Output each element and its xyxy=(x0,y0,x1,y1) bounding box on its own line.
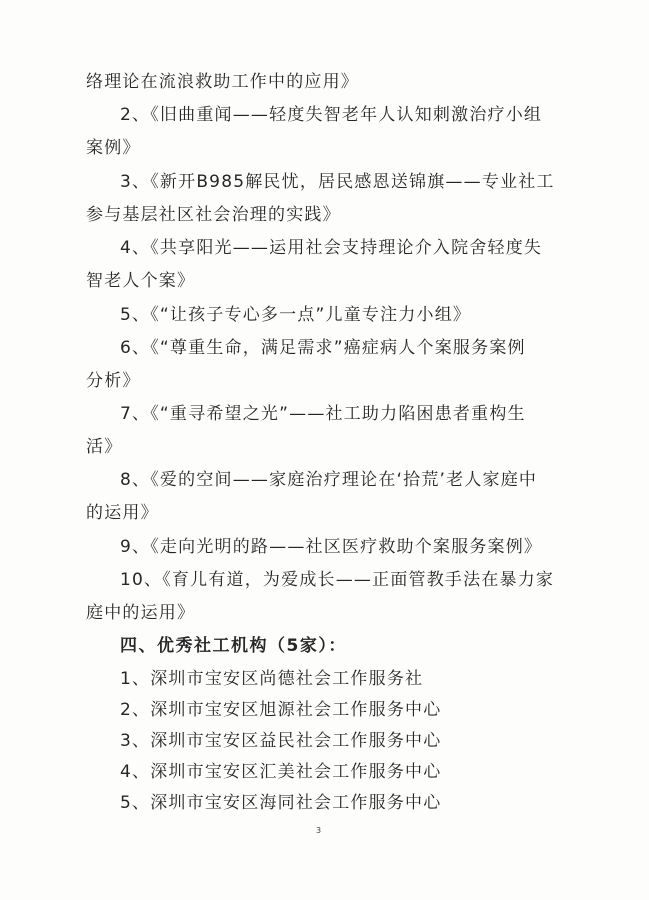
organization-item-3: 3、深圳市宝安区益民社会工作服务中心 xyxy=(120,731,442,751)
case-item-6-line-2: 分析》 xyxy=(86,371,141,391)
case-item-3-line-1: 3、《新开B985解民忧，居民感恩送锦旗——专业社工 xyxy=(120,172,555,192)
case-item-2-line-2: 案例》 xyxy=(86,138,141,158)
text-line-continuation-1: 络理论在流浪救助工作中的应用》 xyxy=(86,72,359,92)
case-item-3-line-2: 参与基层社区社会治理的实践》 xyxy=(86,205,341,225)
organization-item-4: 4、深圳市宝安区汇美社会工作服务中心 xyxy=(120,762,442,782)
case-item-5-line-1: 5、《“让孩子专心多一点”儿童专注力小组》 xyxy=(120,305,472,325)
organization-item-2: 2、深圳市宝安区旭源社会工作服务中心 xyxy=(120,700,442,720)
case-item-8-line-2: 的运用》 xyxy=(86,503,159,523)
case-item-10-line-1: 10、《育儿有道，为爱成长——正面管教手法在暴力家 xyxy=(120,570,555,590)
page-number: 3 xyxy=(316,826,322,835)
case-item-9-line-1: 9、《走向光明的路——社区医疗救助个案服务案例》 xyxy=(120,537,543,557)
case-item-2-line-1: 2、《旧曲重闻——轻度失智老年人认知刺激治疗小组 xyxy=(120,105,543,125)
case-item-7-line-1: 7、《“重寻希望之光”——社工助力陷困患者重构生 xyxy=(120,404,526,424)
organization-item-1: 1、深圳市宝安区尚德社会工作服务社 xyxy=(120,669,424,689)
case-item-10-line-2: 庭中的运用》 xyxy=(86,603,196,623)
organization-item-5: 5、深圳市宝安区海同社会工作服务中心 xyxy=(120,793,442,813)
section-heading-organizations: 四、优秀社工机构（5家）： xyxy=(120,636,347,656)
case-item-4-line-2: 智老人个案》 xyxy=(86,271,196,291)
case-item-8-line-1: 8、《爱的空间——家庭治疗理论在‘拾荒’老人家庭中 xyxy=(120,470,538,490)
case-item-4-line-1: 4、《共享阳光——运用社会支持理论介入院舍轻度失 xyxy=(120,238,543,258)
case-item-7-line-2: 活》 xyxy=(86,437,123,457)
case-item-6-line-1: 6、《“尊重生命，满足需求”癌症病人个案服务案例 xyxy=(120,338,526,358)
